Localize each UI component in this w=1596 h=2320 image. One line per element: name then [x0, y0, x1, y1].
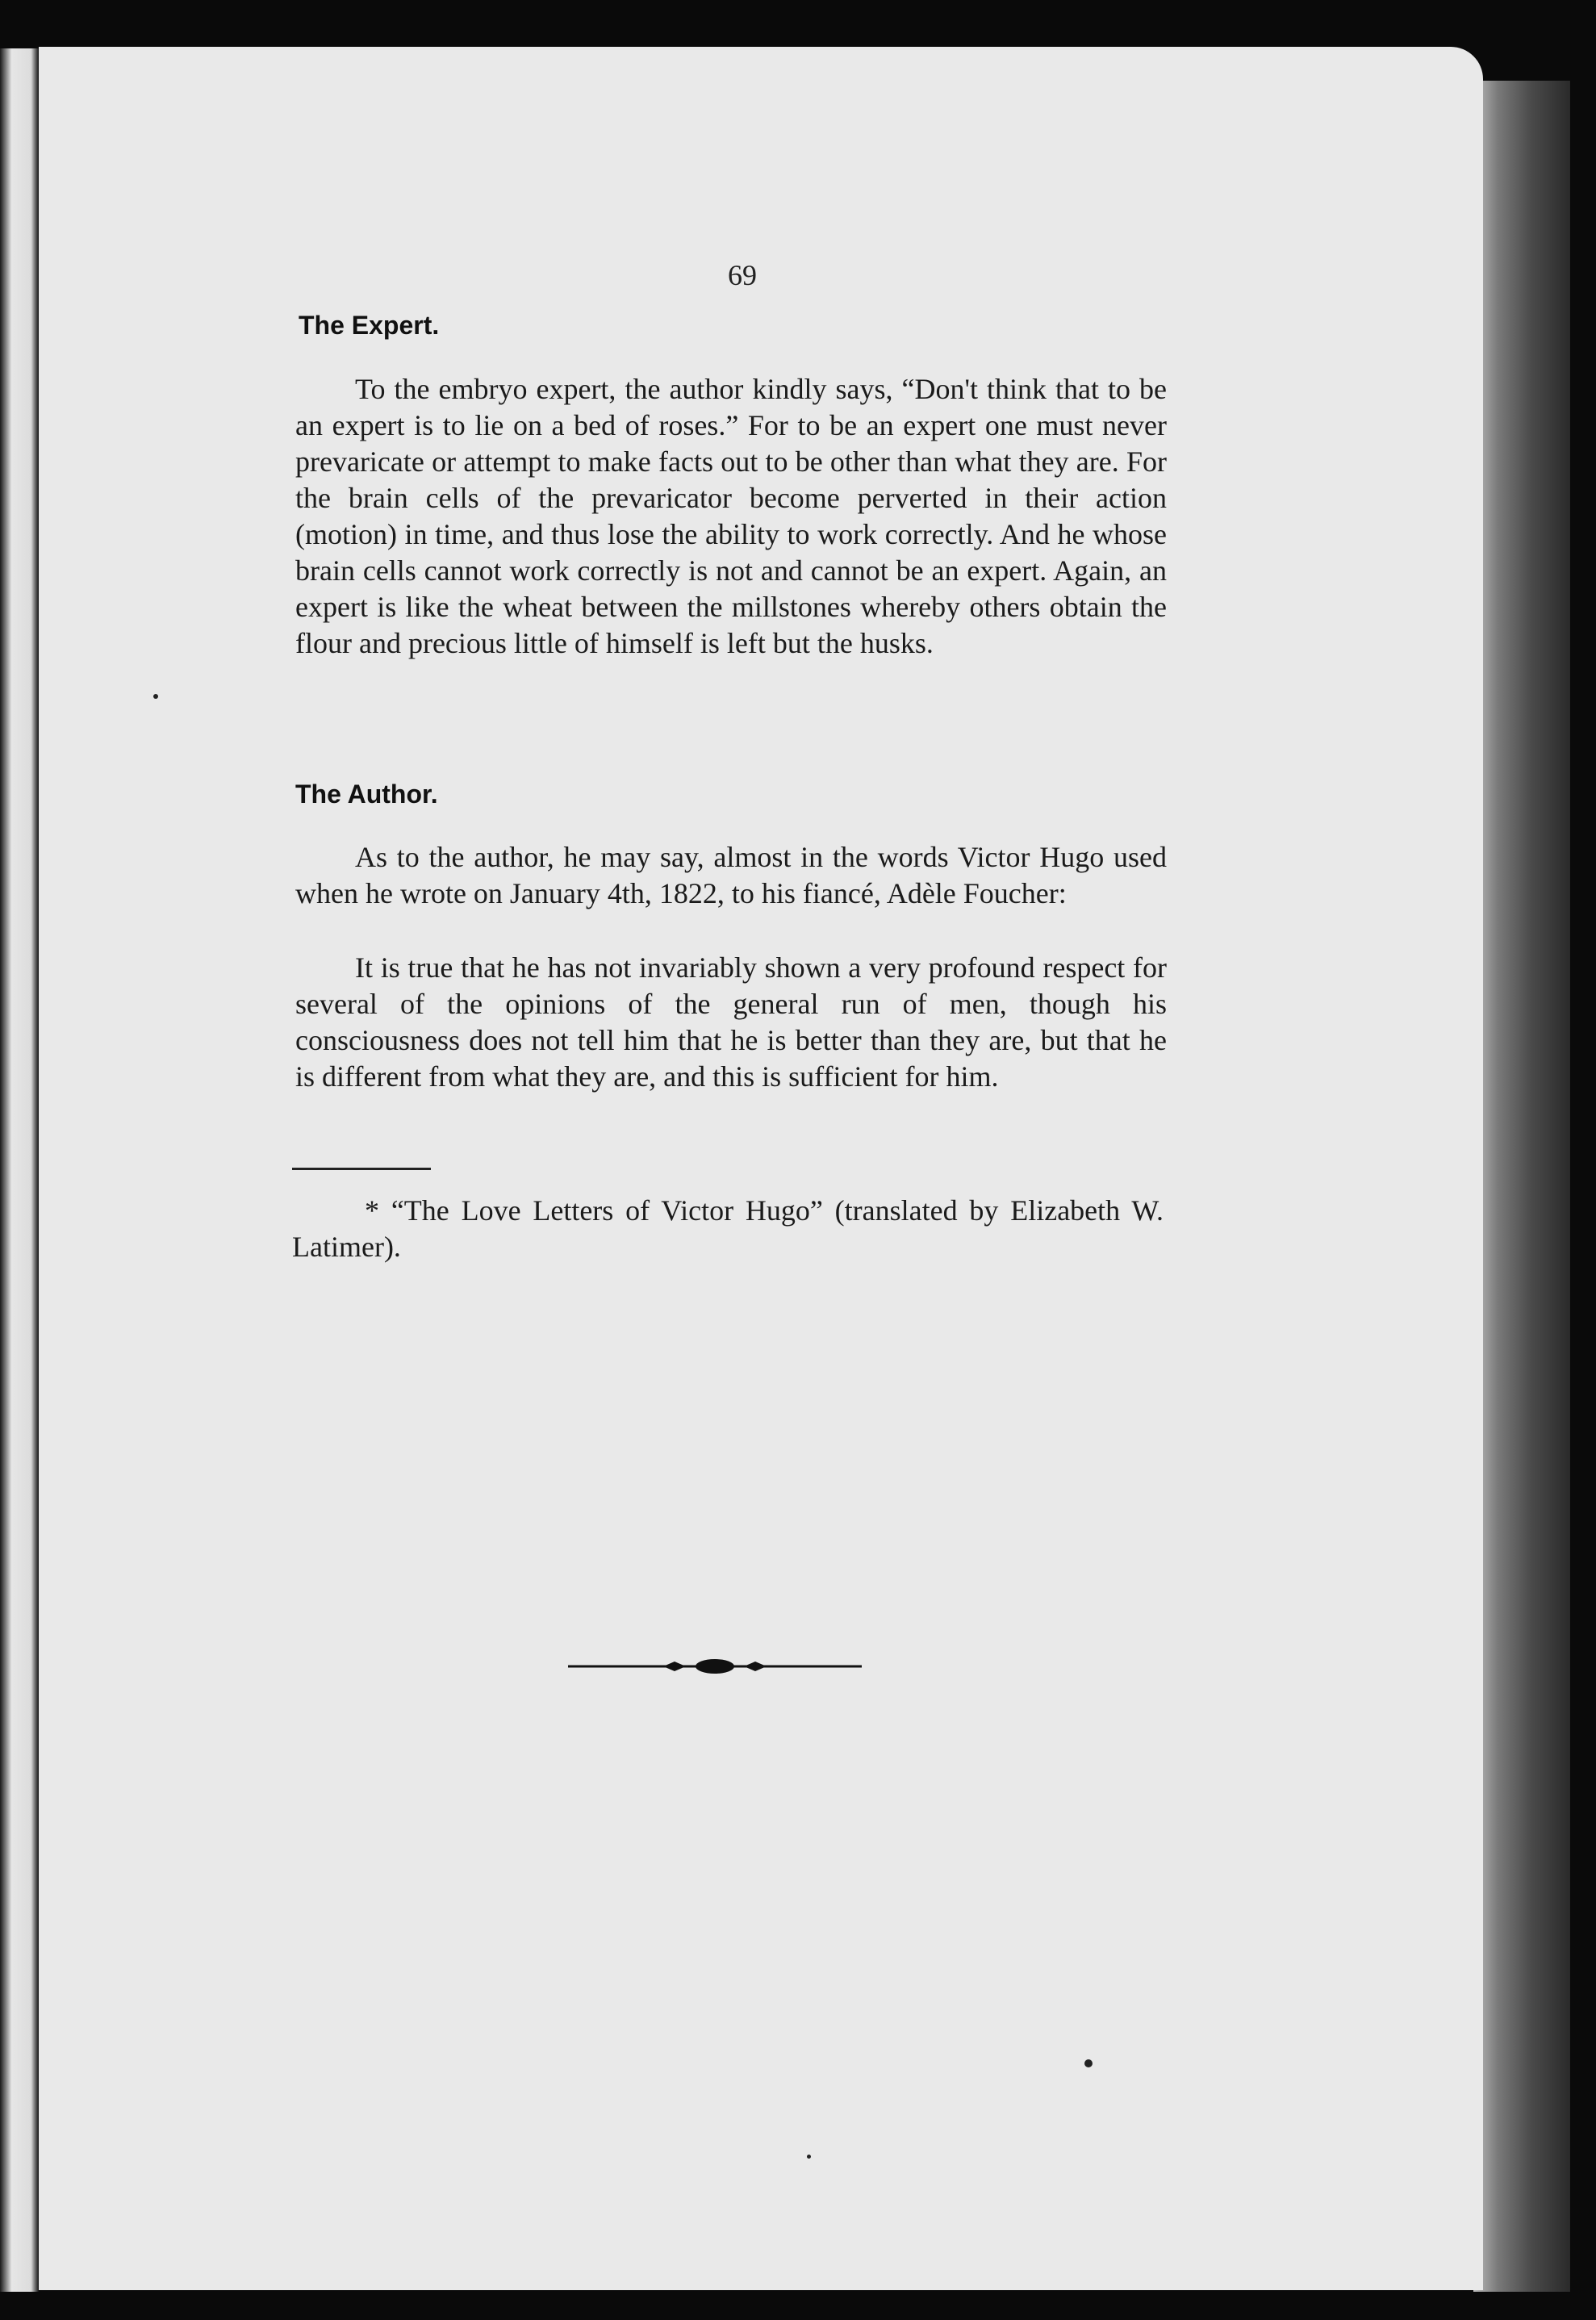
footnote-rule: [292, 1168, 431, 1170]
page-speck: [807, 2155, 811, 2159]
book-edge-shadow: [1473, 81, 1570, 2292]
section-heading-author: The Author.: [295, 780, 438, 809]
page-speck: [1084, 2059, 1093, 2067]
paragraph-author-quote: It is true that he has not invariably shown a very profound respect for several of the opinions of the general run of men, though his consciousness does not tell him that he is better than they are, but that he is different from what they are, and this is sufficient for him.: [295, 951, 1167, 1093]
ornament-divider: [568, 1654, 862, 1678]
paragraph-author-intro: As to the author, he may say, almost in the words Victor Hugo used when he wrote on January 4th, 1822, to his fiancé, Adèle Foucher:: [295, 841, 1167, 909]
footnote: * “The Love Letters of Victor Hugo” (translated by Elizabeth W. Latimer).: [292, 1194, 1164, 1263]
page-speck: [153, 694, 158, 699]
section-heading-expert: The Expert.: [299, 311, 440, 340]
paragraph-expert: To the embryo expert, the author kindly says, “Don't think that to be an expert is to lie on a bed of roses.” For to be an expert one must never prevaricate or attempt to make facts out to be other than what they are. For the brain cells of the prevaricator become perverted in their action (motion) in time, and thus lose the ability to work correctly. And he whose brain cells cannot work correctly is not and cannot be an expert. Again, an expert is like the wheat between the millstones whereby others obtain the flour and precious little of himself is left but the husks.: [295, 373, 1167, 659]
page-number: 69: [728, 259, 757, 291]
facing-page-edge: [0, 48, 39, 2292]
